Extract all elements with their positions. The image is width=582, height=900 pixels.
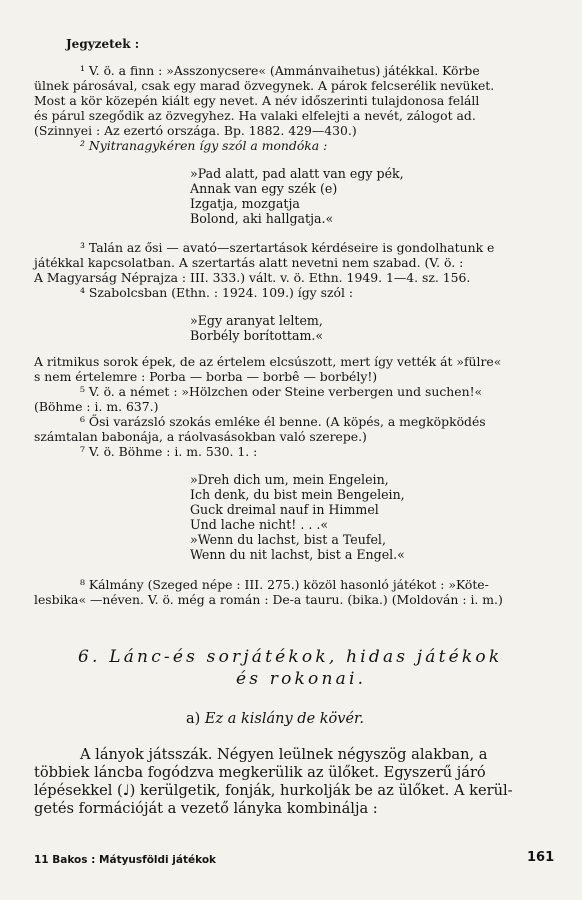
verse-line: Annak van egy szék (e) [190,181,338,196]
verse-line: Und lache nicht! . . .« [190,517,329,532]
body-line: A lányok játsszák. Négyen leülnek négyszög alakban, a [80,746,488,763]
verse-line: Borbély borítottam.« [190,328,324,343]
note-6-line: ⁶ Ősi varázsló szokás emléke él benne. (A köpés, a megköpködés [80,414,486,429]
section-title-continued: és rokonai. [236,669,367,689]
note-8-line: lesbika« —néven. V. ö. még a román : De-a tauru. (bika.) (Moldován : i. m.) [34,592,503,607]
verse-line: Ich denk, du bist mein Bengelein, [190,487,405,502]
verse-line: »Wenn du lachst, bist a Teufel, [190,532,386,547]
notes-heading: Jegyzetek : [66,37,140,51]
subsection-label: a) [186,711,201,727]
body-line: többiek láncba fogódzva megkerülik az ülőket. Egyszerű járó [34,764,486,781]
note-4-line: A ritmikus sorok épek, de az értelem elcsúszott, mert így vették át »fülre« [34,354,502,369]
verse-line: »Pad alatt, pad alatt van egy pék, [190,166,404,181]
verse-line: Izgatja, mozgatja [190,196,300,211]
note-5-line: ⁵ V. ö. a német : »Hölzchen oder Steine verbergen und suchen!« [80,384,483,399]
subsection-heading [186,712,364,727]
note-2-line: ² Nyitranagykéren így szól a mondóka : [80,138,328,153]
note-4-line: s nem értelemre : Porba — borba — borbê — borbély!) [34,369,378,384]
body-line: getés formációját a vezető lányka kombinálja : [34,800,378,817]
page-number: 161 [527,850,555,865]
section-title: 6. Lánc-és sorjátékok, hidas játékok [78,647,503,667]
note-7-line: ⁷ V. ö. Böhme : i. m. 530. 1. : [80,444,258,459]
verse-line: »Egy aranyat leltem, [190,313,323,328]
note-3-line: játékkal kapcsolatban. A szertartás alatt nevetni nem szabad. (V. ö. : [34,255,464,270]
note-1-line: ¹ V. ö. a finn : »Asszonycsere« (Ammánvaihetus) játékkal. Körbe [80,63,480,78]
subsection-title: Ez a kislány de kövér. [204,711,365,727]
note-1-line: Most a kör közepén kiált egy nevet. A név időszerinti tulajdonosa feláll [34,93,480,108]
verse-line: Guck dreimal nauf in Himmel [190,502,379,517]
verse-line: Bolond, aki hallgatja.« [190,211,334,226]
body-line: lépésekkel (♩) kerülgetik, fonják, hurkolják be az ülőket. A kerül- [34,782,513,799]
note-1-line: (Szinnyei : Az ezertó országa. Bp. 1882. 429—430.) [34,123,357,138]
page-footer: 11 Bakos : Mátyusföldi játékok [34,854,217,866]
note-6-line: számtalan babonája, a ráolvasásokban való szerepe.) [34,429,367,444]
note-4-line: ⁴ Szabolcsban (Ethn. : 1924. 109.) így szól : [80,285,354,300]
note-5-line: (Böhme : i. m. 637.) [34,399,159,414]
note-1-line: és párul szegődik az özvegyhez. Ha valaki elfelejti a nevét, zálogot ad. [34,108,476,123]
verse-line: »Dreh dich um, mein Engelein, [190,472,389,487]
note-3-line: ³ Talán az ősi — avató—szertartások kérdéseire is gondolhatunk e [80,240,495,255]
note-1-line: ülnek párosával, csak egy marad özvegynek. A párok felcserélik nevüket. [34,78,495,93]
verse-line: Wenn du nit lachst, bist a Engel.« [190,547,405,562]
note-8-line: ⁸ Kálmány (Szeged népe : III. 275.) közöl hasonló játékot : »Köte- [80,577,489,592]
note-3-line: A Magyarság Néprajza : III. 333.) vált. v. ö. Ethn. 1949. 1—4. sz. 156. [34,270,471,285]
